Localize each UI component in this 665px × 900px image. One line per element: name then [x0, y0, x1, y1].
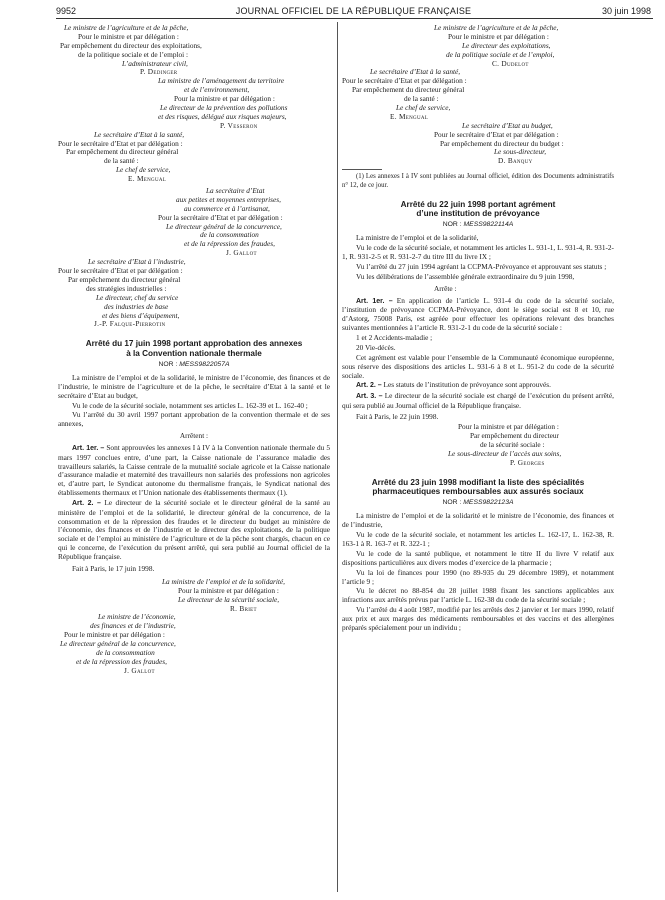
signature-block-industry	[58, 258, 330, 329]
signature-block-securite-sociale	[342, 423, 614, 467]
article-text: Sont approuvées les annexes I à IV à la Convention nationale thermale du 5 mars 1997 conclues entre, d’une part, la Caisse nationale de l’assurance maladie des travailleurs salariés, la Caisse centrale de la mutualité sociale agricole et la Caisse nationale d’assurance maladie et maternité des travailleurs non salariés des professions non agricoles et, d’autre part, le Syndicat autonome du thermalisme français, le Syndicat national des établissements thermaux et l’Union nationale des établissements thermaux (1).	[58, 443, 330, 498]
signature-line: et de la répression des fraudes,	[76, 657, 167, 666]
nor-reference	[342, 499, 614, 507]
nor-reference	[342, 221, 614, 229]
signature-line: Le chef de service,	[396, 104, 451, 113]
signature-line: Par empêchement du directeur du budget :	[440, 139, 564, 148]
signature-line: La ministre de l’emploi et de la solidarité,	[162, 577, 285, 586]
decree-title	[58, 339, 330, 358]
signature-block-agriculture	[342, 24, 614, 68]
signatory-name: J. Gallot	[226, 249, 257, 258]
left-column	[58, 24, 330, 676]
paragraph: Vu l’arrêté du 30 avril 1997 portant approbation de la convention thermale et de ses annexes,	[58, 410, 330, 429]
paragraph: Vu la loi de finances pour 1990 (no 89-935 du 29 décembre 1989), et notamment l’article 9 ;	[342, 567, 614, 586]
signatory-name: J.-P. Falque-Pierrotin	[94, 320, 166, 329]
signature-block-economie	[58, 613, 330, 675]
article-text: Le directeur de la sécurité sociale et le directeur général de la santé au ministère de l’emploi et de la solidarité, le directeur général de la concurrence, de la consommation et de la répression des fraudes et le directeur du budget au ministère de l’économie, des finances et de l’industrie et le directeur des exploitations, de la politique sociale et de l’emploi au ministère de l’agriculture et de la pêche sont chargés, chacun en ce qui le concerne, de l’exécution du présent arrêté, qui sera publié au Journal officiel de la République française.	[58, 498, 330, 562]
footnote-rule	[342, 169, 382, 170]
signature-line: de la consommation	[96, 649, 155, 658]
signature-line: Par empêchement du directeur général	[68, 275, 181, 284]
article-1	[58, 444, 330, 498]
footnote: (1) Les annexes I à IV sont publiées au Journal officiel, édition des Documents administratifs n° 12, de ce jour.	[342, 173, 614, 189]
article-label: Art. 3. –	[356, 392, 383, 400]
signature-line: Le directeur général de la concurrence,	[60, 640, 176, 649]
signature-line: Pour le secrétaire d’Etat et par délégation :	[342, 77, 467, 86]
article-2	[342, 381, 614, 391]
publication-date: 30 juin 1998	[601, 6, 651, 16]
decree-title	[342, 478, 614, 497]
signature-line: des stratégies industrielles :	[86, 284, 167, 293]
article-text: Les statuts de l’institution de prévoyance sont approuvés.	[383, 380, 551, 390]
signature-block-health	[58, 131, 330, 184]
signature-line: Le ministre de l’agriculture et de la pêche,	[64, 24, 189, 32]
signatory-name: P. Vesseron	[220, 121, 258, 130]
paragraph: Vu le code de la sécurité sociale, notamment ses articles L. 162-39 et L. 162-40 ;	[72, 400, 308, 410]
paragraph: Vu les délibérations de l’assemblée générale extraordinaire du 9 juin 1998,	[356, 272, 575, 281]
nor-label: NOR :	[442, 221, 464, 229]
decree-title-line: à la Convention nationale thermale	[126, 348, 262, 358]
signature-line: Pour la ministre et par délégation :	[174, 95, 275, 104]
article-text: En application de l’article L. 931-4 du code de la sécurité sociale, l’institution de prévoyance CCPMA-Prévoyance, dont le siège social est 8 et 10, rue d’Astorg, 75008 Paris, est agréée pour effectuer les opérations relevant des branches suivantes mentionnées à l’article R. 931-2-1 du code de la sécurité sociale :	[342, 295, 614, 333]
nor-code: MESS9822114A	[463, 221, 514, 229]
signature-line: Le chef de service,	[116, 166, 171, 175]
column-divider	[337, 22, 338, 892]
page-number: 9952	[56, 6, 77, 16]
signature-line: aux petites et moyennes entreprises,	[176, 195, 281, 204]
signature-line: et de la répression des fraudes,	[184, 240, 275, 249]
article-1	[342, 297, 614, 333]
signature-line: Le ministre de l’économie,	[98, 613, 176, 622]
signature-line: Le directeur, chef du service	[96, 293, 179, 302]
signature-line: Pour le ministre et par délégation :	[448, 32, 549, 41]
paragraph: Cet agrément est valable pour l’ensemble de la Communauté économique européenne, sous réserve des dispositions des articles L. 931-6 à 8 et L. 951-2 du code de la sécurité sociale.	[342, 352, 614, 380]
decree-title-line: Arrêté du 17 juin 1998 portant approbation des annexes	[85, 339, 303, 349]
nor-label: NOR :	[158, 360, 180, 368]
page-header	[56, 2, 651, 18]
signature-line: et des risques, délégué aux risques majeurs,	[158, 112, 287, 121]
paragraph: Vu le code de la sécurité sociale, et notamment les articles L. 931-1, L. 931-4, R. 931-2-1, R. 931-2-5 et R. 931-2-7 du titre III du livre IX ;	[342, 243, 614, 262]
signature-line: au commerce et à l’artisanat,	[184, 204, 270, 213]
signature-line: Le secrétaire d’Etat à l’industrie,	[88, 258, 186, 267]
signature-block-commerce	[58, 187, 330, 258]
article-label: Art. 1er. –	[356, 297, 393, 305]
signature-line: de la sécurité sociale :	[480, 441, 545, 450]
signatory-name: E. Mengual	[390, 112, 429, 121]
signature-line: Par empêchement du directeur général	[66, 148, 179, 157]
signature-block-emploi	[58, 578, 330, 614]
signature-line: de la politique sociale et de l’emploi,	[446, 50, 555, 59]
signature-line: Le directeur de la sécurité sociale,	[178, 595, 280, 604]
signature-line: des finances et de l’industrie,	[90, 622, 176, 631]
decree-title-line: d’une institution de prévoyance	[416, 209, 540, 219]
arrete-heading: Arrête :	[434, 284, 457, 293]
signatory-name: P. Georges	[510, 458, 545, 467]
paragraph: Vu le code de la santé publique, et notamment le titre II du livre V relatif aux dispositions particulières aux divers modes d’exercice de la pharmacie ;	[342, 548, 614, 567]
signature-block-environment	[58, 77, 330, 130]
journal-title: JOURNAL OFFICIEL DE LA RÉPUBLIQUE FRANÇAISE	[235, 6, 472, 16]
signatory-name: P. Dedinger	[140, 68, 178, 77]
signature-line: Le ministre de l’agriculture et de la pêche,	[434, 24, 559, 32]
decree-title-line: pharmaceutiques remboursables aux assurés sociaux	[372, 487, 584, 497]
signature-line: Le secrétaire d’Etat au budget,	[462, 121, 553, 130]
signatory-name: C. Dudelot	[492, 59, 529, 68]
signature-line: de la politique sociale et de l’emploi :	[78, 50, 189, 59]
paragraph: La ministre de l’emploi et de la solidarité,	[356, 233, 479, 243]
signature-line: Pour le ministre et par délégation :	[64, 631, 165, 640]
article-2	[58, 499, 330, 562]
arretent-heading: Arrêtent :	[179, 432, 209, 441]
paragraph: Vu l’arrêté du 27 juin 1994 agréant la CCPMA-Prévoyance et approuvant ses statuts ;	[356, 262, 607, 272]
signature-line: Par empêchement du directeur des exploitations,	[60, 41, 202, 50]
signature-line: Le directeur général de la concurrence,	[166, 222, 282, 231]
fait-line: Fait à Paris, le 22 juin 1998.	[356, 412, 439, 422]
signature-line: de la consommation	[200, 231, 259, 240]
signature-line: de la santé :	[404, 95, 439, 104]
signature-line: Le secrétaire d’Etat à la santé,	[94, 130, 185, 139]
signature-line: Par empêchement du directeur général	[352, 86, 465, 95]
signature-line: La ministre de l’aménagement du territoire	[158, 77, 285, 86]
signature-line: et de l’environnement,	[184, 86, 250, 95]
signature-line: Pour le secrétaire d’Etat et par délégation :	[58, 139, 183, 148]
signature-line: Le directeur de la prévention des pollutions	[160, 104, 288, 113]
signature-line: Pour le secrétaire d’Etat et par délégation :	[58, 267, 183, 276]
paragraph: La ministre de l’emploi et de la solidarité et le ministre de l’économie, des finances et de l’industrie,	[342, 511, 614, 530]
signature-line: Le sous-directeur,	[494, 148, 547, 157]
article-label: Art. 2. –	[356, 382, 382, 390]
signature-line: L’administrateur civil,	[122, 59, 188, 68]
decree-title	[342, 200, 614, 219]
paragraph: Vu l’arrêté du 4 août 1987, modifié par les arrêtés des 2 janvier et 1er mars 1990, relatif aux prix et aux marges des médicaments remboursables et des vaccins et des allergènes préparés spécialement pour un individu ;	[342, 605, 614, 633]
paragraph: Vu le décret no 88-854 du 28 juillet 1988 fixant les sanctions applicables aux infractions aux arrêtés prévus par l’article L. 162-38 du code de la sécurité sociale ;	[342, 586, 614, 605]
nor-label: NOR :	[442, 499, 464, 507]
signatory-name: J. Gallot	[124, 666, 155, 675]
signature-line: Pour la ministre et par délégation :	[458, 423, 559, 432]
signature-line: Pour le ministre et par délégation :	[78, 32, 179, 41]
signature-line: Pour la secrétaire d’Etat et par délégation :	[158, 213, 283, 222]
signature-line: Le directeur des exploitations,	[462, 41, 551, 50]
paragraph: La ministre de l’emploi et de la solidarité, le ministre de l’économie, des finances et de l’industrie, le ministre de l’agriculture et de la pêche, le secrétaire d’Etat à la santé et le secrétaire d’Etat au budget,	[58, 372, 330, 400]
nor-code: MESS9822057A	[179, 360, 230, 368]
paragraph: Vu le code de la sécurité sociale, et notamment les articles L. 162-17, L. 162-38, R. 163-1 à R. 163-7 et R. 322-1 ;	[342, 530, 614, 549]
signature-line: Le sous-directeur de l’accès aux soins,	[448, 449, 562, 458]
article-label: Art. 2. –	[72, 500, 101, 508]
article-label: Art. 1er. –	[72, 445, 105, 453]
signature-block-agriculture	[58, 24, 330, 77]
branch-item: 20 Vie-décès.	[356, 342, 396, 352]
right-column	[342, 24, 614, 634]
signature-line: Par empêchement du directeur	[470, 432, 559, 441]
signatory-name: R. Briet	[230, 604, 257, 613]
signature-line: La secrétaire d’Etat	[206, 187, 265, 196]
nor-code: MESS9822123A	[463, 499, 514, 507]
signature-line: de la santé :	[104, 157, 139, 166]
article-text: Le directeur de la sécurité sociale est chargé de l’exécution du présent arrêté, qui sera publié au Journal officiel de la République française.	[342, 390, 614, 410]
header-rule	[56, 18, 653, 19]
decree-title-line: Arrêté du 23 juin 1998 modifiant la liste des spécialités	[371, 477, 585, 487]
article-3	[342, 392, 614, 410]
signature-line: et des biens d’équipement,	[102, 311, 180, 320]
signature-block-health	[342, 68, 614, 121]
nor-reference	[58, 361, 330, 369]
signature-block-budget	[342, 122, 614, 166]
signature-line: Pour la ministre et par délégation :	[178, 586, 279, 595]
fait-line: Fait à Paris, le 17 juin 1998.	[72, 564, 155, 573]
signature-line: Pour le secrétaire d’Etat et par délégation :	[434, 130, 559, 139]
signature-line: Le secrétaire d’Etat à la santé,	[370, 68, 461, 77]
branch-item: 1 et 2 Accidents-maladie ;	[356, 332, 433, 342]
signatory-name: D. Banquy	[498, 157, 533, 166]
decree-title-line: Arrêté du 22 juin 1998 portant agrément	[400, 199, 556, 209]
signature-line: des industries de base	[104, 302, 169, 311]
signatory-name: E. Mengual	[128, 175, 167, 184]
